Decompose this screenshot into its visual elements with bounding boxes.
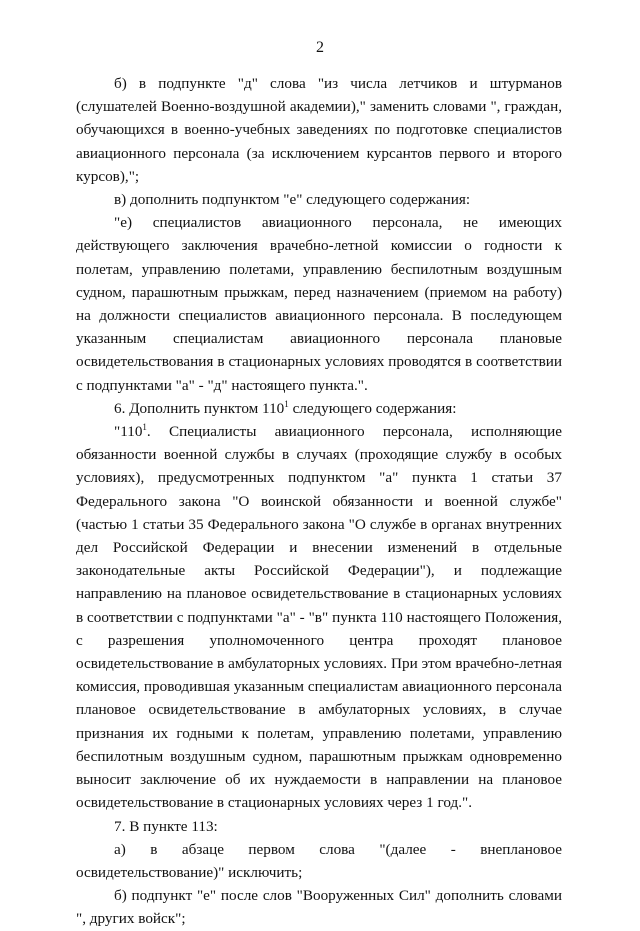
point-110-1-superscript: 1 [142,421,147,432]
paragraph-v-add-subpoint-e: в) дополнить подпунктом "е" следующего содержания: [114,191,471,209]
paragraph-subpoint-e-text: "е) специалистов авиационного персонала, не имеющих действующего заключения врачебно-летной комиссии о годности к полетам, управлению полетами, управлению беспилотным воздушным судном, парашютным прыжкам, перед назначением (приемом на работу) на должности специалистов авиационного персонала. В последующем указанным специалистам авиационного персонала плановые освидетельствования в стационарных условиях проводятся в соответствии с подпунктами "а" - "д" настоящего пункта.". [76,214,562,394]
point-110-1-text-before: "110 [114,423,143,441]
paragraph-7-point-113: 7. В пункте 113: [114,817,218,835]
paragraph-6-text-after: следующего содержания: [288,399,457,417]
point-110-1-text-after: . Специалисты авиационного персонала, исполняющие обязанности военной службы в случаях (проходящие службу в особых условиях), предусмотренных подпунктом "а" пункта 1 статьи 37 Федерального закона "О воинской обязанности и военной службе" (частью 1 статьи 35 Федерального закона "О службе в органах внутренних дел Российской Федерации и внесении изменений в отдельные законодательные акты Российской Федерации"), и подлежащие направлению на плановое освидетельствование в стационарных условиях в соответствии с подпунктами "а" - "в" пункта 110 настоящего Положения, с разрешения уполномоченного центра проходят плановое освидетельствование в амбулаторных условиях. При этом врачебно-летная комиссия, проводившая указанным специалистам авиационного персонала плановое освидетельствование в амбулаторных условиях, в случае признания их годными к полетам, управлению полетами, управлению беспилотным воздушным судном, парашютным прыжкам одновременно выносит заключение об их нуждаемости в направлении на плановое освидетельствование в стационарных условиях через 1 год.". [76,423,562,812]
paragraph-6-superscript: 1 [284,398,289,409]
page-number: 2 [316,39,324,56]
paragraph-6-text-before: 6. Дополнить пунктом 110 [114,399,285,417]
paragraph-a-first-abzac: а) в абзаце первом слова "(далее - внеплановое освидетельствование)" исключить; [76,840,562,881]
paragraph-6-add-point [76,397,562,420]
paragraph-b-subpoint-e-add: б) подпункт "е" после слов "Вооруженных Сил" дополнить словами ", других войск"; [76,887,562,928]
document-body [76,72,562,931]
paragraph-b-subpoint-d: б) в подпункте "д" слова "из числа летчиков и штурманов (слушателей Военно-воздушной академии)," заменить словами ", граждан, обучающихся в военно-учебных заведениях по подготовке специалистов авиационного персонала (за исключением курсантов первого и второго курсов),"; [76,75,562,185]
paragraph-point-110-1-text [76,420,562,814]
